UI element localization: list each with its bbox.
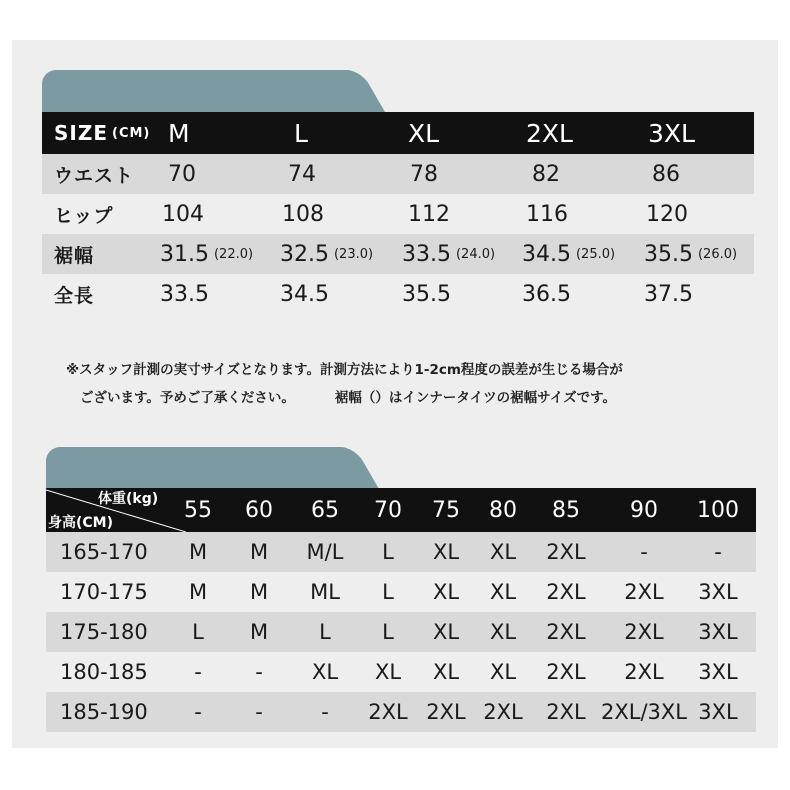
weight-col: 75 (432, 497, 460, 523)
cell: XL (489, 620, 517, 644)
row-label: 全長 (54, 284, 95, 307)
cell: L (382, 580, 394, 604)
height-range: 180-185 (60, 660, 148, 684)
note-line-1: ※スタッフ計測の実寸サイズとなります。計測方法により1-2cm程度の誤差が生じる場合が (66, 362, 623, 378)
size-col-3xl: 3XL (648, 118, 695, 148)
size-col-xl: XL (408, 118, 440, 148)
cell: XL (432, 620, 460, 644)
height-range: 170-175 (60, 580, 148, 604)
inner-value: (25.0) (575, 246, 616, 262)
size-row (42, 234, 754, 274)
size-table-header (42, 112, 754, 154)
cell: XL (432, 660, 460, 684)
cell: - (194, 660, 202, 684)
cell (644, 234, 737, 274)
cell (522, 234, 615, 274)
fit-table-header (46, 488, 756, 532)
size-table-tab (42, 70, 352, 116)
cell: M/L (306, 540, 344, 564)
size-col-l: L (294, 118, 308, 148)
value: 33.5 (402, 241, 451, 267)
cell: XL (489, 540, 517, 564)
cell: 2XL (426, 700, 466, 724)
cell (402, 234, 495, 274)
cell: L (192, 620, 204, 644)
size-header-label (54, 112, 150, 154)
cell: M (188, 580, 208, 604)
cell: 2XL (624, 580, 664, 604)
weight-col: 55 (184, 497, 212, 523)
cell: 104 (162, 201, 204, 227)
size-col-m: M (168, 118, 190, 148)
inner-value: (23.0) (333, 246, 374, 262)
fit-row (46, 612, 756, 652)
cell: L (382, 620, 394, 644)
weight-col: 65 (311, 497, 339, 523)
cell: 2XL (546, 540, 586, 564)
cell: - (255, 700, 263, 724)
cell: 33.5 (160, 281, 209, 307)
weight-col: 85 (552, 497, 580, 523)
fit-row (46, 572, 756, 612)
cell: 108 (282, 201, 324, 227)
cell: M (249, 620, 269, 644)
note-line-2a: ございます。予めご了承ください。 (80, 390, 295, 406)
weight-col: 60 (245, 497, 273, 523)
cell: XL (432, 540, 460, 564)
fit-row (46, 652, 756, 692)
cell: - (321, 700, 329, 724)
value: 32.5 (280, 241, 329, 267)
measurement-note (66, 356, 623, 412)
cell: 116 (526, 201, 568, 227)
height-range: 185-190 (60, 700, 148, 724)
height-label: 身高(CM) (48, 515, 114, 531)
size-row (42, 154, 754, 194)
cell: 2XL (546, 700, 586, 724)
weight-col: 90 (630, 497, 658, 523)
fit-table-tab (46, 447, 346, 493)
fit-table (46, 488, 756, 732)
height-range: 165-170 (60, 540, 148, 564)
size-label: SIZE (54, 121, 109, 145)
cell: L (382, 540, 394, 564)
size-table (42, 112, 754, 314)
cell: - (640, 540, 648, 564)
cell: 82 (532, 161, 560, 187)
cell: - (714, 540, 722, 564)
inner-value: (26.0) (697, 246, 738, 262)
corner-header (46, 488, 186, 532)
cell: M (249, 540, 269, 564)
cell: XL (489, 660, 517, 684)
row-label: ウエスト (54, 164, 135, 187)
cell: 3XL (698, 620, 738, 644)
cell: 2XL (624, 620, 664, 644)
cell: - (255, 660, 263, 684)
cell: M (188, 540, 208, 564)
cell: XL (311, 660, 339, 684)
cell (160, 234, 253, 274)
weight-col: 70 (374, 497, 402, 523)
cell: 2XL (546, 580, 586, 604)
cell: XL (432, 580, 460, 604)
cell: - (194, 700, 202, 724)
cell: 36.5 (522, 281, 571, 307)
weight-col: 80 (489, 497, 517, 523)
inner-value: (22.0) (213, 246, 254, 262)
cell: 3XL (698, 700, 738, 724)
weight-col: 100 (697, 497, 739, 523)
cell: 120 (646, 201, 688, 227)
value: 34.5 (522, 241, 571, 267)
size-col-2xl: 2XL (526, 118, 573, 148)
row-label: 裾幅 (54, 244, 95, 267)
cell: 70 (168, 161, 196, 187)
cell: 2XL (546, 660, 586, 684)
cell: 2XL/3XL (601, 700, 687, 724)
cell: 78 (410, 161, 438, 187)
cell: 2XL (483, 700, 523, 724)
cell (280, 234, 373, 274)
cell: 2XL (624, 660, 664, 684)
cell: ML (310, 580, 340, 604)
cell: 3XL (698, 660, 738, 684)
value: 35.5 (644, 241, 693, 267)
cell: 3XL (698, 580, 738, 604)
cell: XL (374, 660, 402, 684)
cell: 74 (288, 161, 316, 187)
cell: L (319, 620, 331, 644)
fit-row (46, 532, 756, 572)
note-line-2 (66, 384, 623, 412)
size-row (42, 274, 754, 314)
cell: 34.5 (280, 281, 329, 307)
fit-row (46, 692, 756, 732)
weight-label: 体重(kg) (98, 491, 159, 507)
cell: 2XL (546, 620, 586, 644)
cell: M (249, 580, 269, 604)
value: 31.5 (160, 241, 209, 267)
cell: 2XL (368, 700, 408, 724)
cell: XL (489, 580, 517, 604)
cell: 35.5 (402, 281, 451, 307)
note-line-2b: 裾幅（）はインナータイツの裾幅サイズです。 (334, 390, 616, 406)
cell: 37.5 (644, 281, 693, 307)
size-row (42, 194, 754, 234)
inner-value: (24.0) (455, 246, 496, 262)
size-unit: (CM) (112, 125, 151, 141)
cell: 112 (408, 201, 450, 227)
row-label: ヒップ (54, 204, 114, 227)
height-range: 175-180 (60, 620, 148, 644)
cell: 86 (652, 161, 680, 187)
